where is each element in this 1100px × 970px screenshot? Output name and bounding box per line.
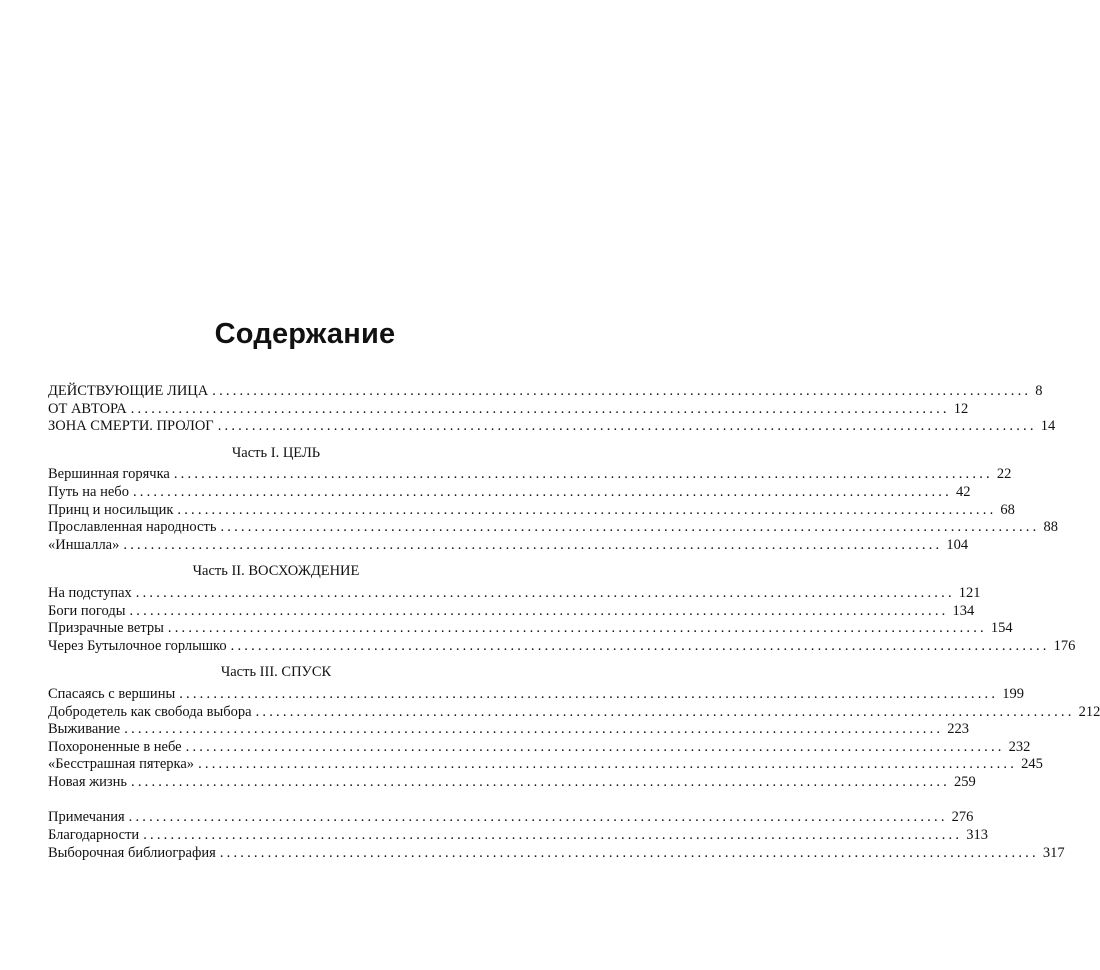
toc-entry-title: Выживание [48,721,121,738]
toc-entry-title: Примечания [48,809,125,826]
toc-entry-title: На подступах [48,584,132,601]
toc-entry-title: Добродетель как свобода выбора [48,703,252,720]
dot-leader: ........................................................................................................................ [212,383,1032,399]
toc-entry[interactable] [48,685,1024,704]
toc-entry[interactable] [48,756,1043,774]
toc-entry[interactable] [48,501,1015,520]
dot-leader: ........................................................................................................................ [177,501,997,518]
toc-entry-page: 259 [954,773,976,790]
toc-entry-title: Боги погоды [48,602,126,619]
toc-entry-page: 14 [1040,418,1056,435]
toc-entry-page: 68 [1000,501,1015,518]
toc-entry[interactable] [48,827,988,845]
toc-entry-title: Спасаясь с вершины [48,685,176,702]
toc-entry[interactable] [48,602,975,621]
dot-leader: ........................................................................................................................ [217,418,1037,435]
toc-entry-title: «Иншалла» [48,536,120,553]
toc-entry-title: ОТ АВТОРА [48,400,127,417]
toc-entry-page: 134 [952,602,975,619]
toc-entry-page: 276 [951,809,974,826]
toc-entry[interactable] [48,773,976,792]
toc-entry-page: 121 [958,584,981,601]
toc-entry-page: 317 [1042,844,1065,861]
toc-entry[interactable] [48,466,1012,484]
part-group [48,444,1058,555]
toc-entry[interactable] [48,703,1100,722]
toc-entry-title: Прославленная народность [48,519,217,536]
toc-entry-page: 22 [996,466,1012,483]
dot-leader: ........................................................................................................................ [179,685,999,702]
toc-entry[interactable] [48,383,1043,401]
dot-leader: ........................................................................................................................ [230,637,1050,654]
part-group [48,563,1076,655]
front-matter-group [48,383,1056,436]
dot-leader: ........................................................................................................................ [220,519,1040,536]
toc-entry[interactable] [48,637,1076,656]
dot-leader: ........................................................................................................................ [135,584,955,601]
dot-leader: ........................................................................................................................ [167,620,987,637]
toc-entry-page: 88 [1043,519,1058,536]
toc-entry[interactable] [48,584,981,603]
toc-entry[interactable] [48,809,974,827]
toc-entry[interactable] [48,418,1056,436]
toc-entry-page: 8 [1035,383,1043,399]
toc-entry[interactable] [48,536,969,555]
toc-entry[interactable] [48,620,1013,638]
dot-leader: ........................................................................................................................ [255,703,1075,720]
toc-entry-title: Путь на небо [48,483,129,500]
toc-entry-title: Похороненные в небе [48,738,182,755]
toc-entry-title: «Бесстрашная пятерка» [48,756,195,773]
back-matter-group [48,809,1065,862]
dot-leader: ........................................................................................................................ [131,773,950,790]
toc-entry-page: 176 [1053,637,1076,654]
dot-leader: ........................................................................................................................ [143,827,963,844]
toc-entry-page: 212 [1078,703,1100,720]
toc-entry-page: 245 [1021,756,1043,773]
dot-leader: ........................................................................................................................ [173,466,993,483]
dot-leader: ........................................................................................................................ [123,536,943,553]
toc-entry-page: 232 [1008,738,1031,755]
toc-entry-page: 12 [953,400,969,417]
toc-entry-page: 104 [946,536,969,553]
toc-entry-title: Выборочная библиография [48,844,216,861]
toc-entry-page: 199 [1002,685,1024,702]
part-heading: Часть II. ВОСХОЖДЕНИЕ [192,563,360,580]
page-title: Содержание [214,318,396,350]
toc-entry-page: 223 [947,721,969,738]
toc-entry[interactable] [48,483,971,502]
dot-leader: ........................................................................................................................ [129,602,949,619]
toc-entry[interactable] [48,738,1031,757]
dot-leader: ........................................................................................................................ [124,721,944,738]
toc-entry-title: Вершинная горячка [48,466,170,483]
dot-leader: ........................................................................................................................ [185,738,1005,755]
toc-entry-page: 42 [955,483,971,500]
dot-leader: ........................................................................................................................ [198,756,1018,773]
toc-entry[interactable] [48,721,969,739]
toc-entry-title: Призрачные ветры [48,620,164,637]
part-heading: Часть I. ЦЕЛЬ [231,444,321,461]
dot-leader: ........................................................................................................................ [132,483,952,500]
toc-entry-title: Благодарности [48,827,140,844]
toc-entry-title: Принц и носильщик [48,501,174,518]
toc-entry-title: Новая жизнь [48,773,127,790]
dot-leader: ........................................................................................................................ [130,400,950,417]
toc-entry-title: ДЕЙСТВУЮЩИЕ ЛИЦА [48,383,209,399]
dot-leader: ........................................................................................................................ [128,809,948,826]
part-group [48,664,1100,791]
toc-entry-title: Через Бутылочное горлышко [48,637,227,654]
toc-entry[interactable] [48,844,1065,863]
toc-entry-page: 313 [966,827,988,844]
table-of-contents [48,383,1100,862]
toc-entry-page: 154 [990,620,1013,637]
toc-entry[interactable] [48,519,1058,537]
toc-entry[interactable] [48,400,969,419]
toc-entry-title: ЗОНА СМЕРТИ. ПРОЛОГ [48,418,214,435]
part-heading: Часть III. СПУСК [220,664,332,681]
dot-leader: ........................................................................................................................ [219,844,1039,861]
